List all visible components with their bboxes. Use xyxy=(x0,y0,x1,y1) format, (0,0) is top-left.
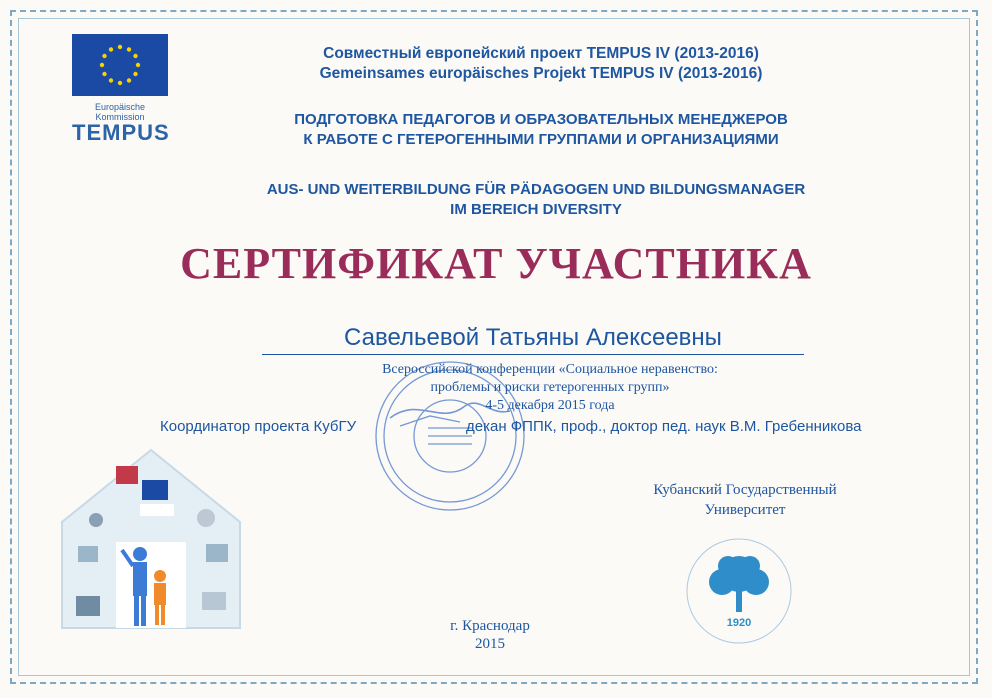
eu-commission-caption: Europäische Kommission xyxy=(94,102,146,122)
university-name xyxy=(630,480,860,520)
topic-heading-ru xyxy=(0,110,992,150)
topic-ru-line2: К РАБОТЕ С ГЕТЕРОГЕННЫМИ ГРУППАМИ И ОРГАНИЗАЦИЯМИ xyxy=(303,131,779,148)
topic-heading-de xyxy=(0,180,992,220)
university-line2: Университет xyxy=(704,502,786,518)
conference-line-1: Всероссийской конференции «Социальное неравенство: xyxy=(382,362,718,377)
university-year: 1920 xyxy=(726,617,752,629)
recipient-name: Савельевой Татьяны Алексеевны xyxy=(262,324,804,355)
tempus-brand: TEMPUS xyxy=(72,120,170,145)
house-collage-icon xyxy=(56,446,246,632)
conference-dates: 4-5 декабря 2015 года xyxy=(485,398,615,413)
university-tree-logo-icon xyxy=(684,536,794,646)
topic-de-line2: IM BEREICH DIVERSITY xyxy=(450,201,622,218)
topic-ru-line1: ПОДГОТОВКА ПЕДАГОГОВ И ОБРАЗОВАТЕЛЬНЫХ МЕНЕДЖЕРОВ xyxy=(294,111,788,128)
university-line1: Кубанский Государственный xyxy=(653,482,837,498)
project-title-ru: Совместный европейский проект TEMPUS IV (2013-2016) xyxy=(323,45,759,62)
issue-year: 2015 xyxy=(475,636,505,652)
conference-line-2: проблемы и риски гетерогенных групп» xyxy=(430,380,670,395)
project-heading xyxy=(0,44,992,84)
coordinator-name: декан ФППК, проф., доктор пед. наук В.М. Гребенникова xyxy=(466,418,862,435)
project-title-de: Gemeinsames europäisches Projekt TEMPUS IV (2013-2016) xyxy=(319,65,763,82)
topic-de-line1: AUS- UND WEITERBILDUNG FÜR PÄDAGOGEN UND BILDUNGSMANAGER xyxy=(266,181,806,198)
city: г. Краснодар xyxy=(450,618,530,634)
coordinator-label: Координатор проекта КубГУ xyxy=(160,418,357,435)
certificate-title: СЕРТИФИКАТ УЧАСТНИКА xyxy=(180,239,812,288)
